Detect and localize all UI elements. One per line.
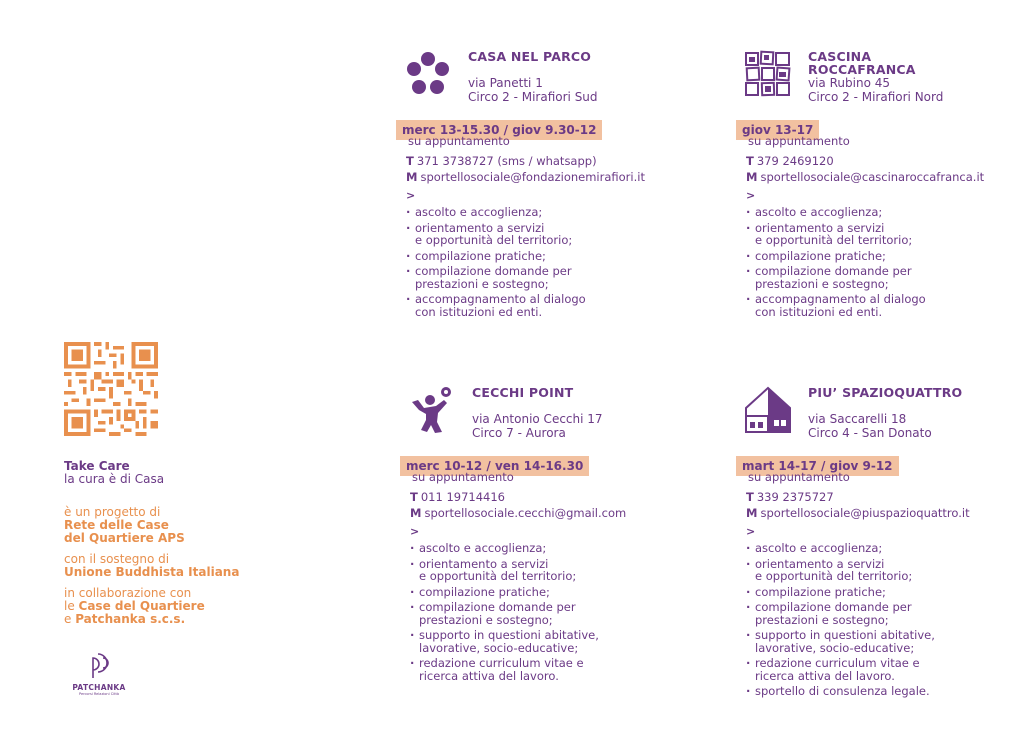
service-line: lavorative, socio-educative; bbox=[419, 640, 579, 655]
card-title-line: CECCHI POINT bbox=[472, 385, 574, 400]
service-line: · accompagnamento al dialogo bbox=[415, 292, 586, 306]
services-list bbox=[746, 542, 935, 701]
phone-label: T bbox=[406, 154, 414, 168]
card-address: via Saccarelli 18 bbox=[808, 412, 907, 426]
service-line: · compilazione pratiche; bbox=[755, 248, 886, 263]
service-line: prestazioni e sostegno; bbox=[415, 276, 549, 291]
service-line: ricerca attiva del lavoro. bbox=[419, 668, 559, 683]
mail-label: M bbox=[406, 170, 418, 184]
mail-value[interactable]: sportellosociale@fondazionemirafiori.it bbox=[420, 170, 645, 184]
contact-block bbox=[746, 153, 984, 185]
mail-label: M bbox=[746, 506, 758, 520]
service-item bbox=[406, 206, 586, 219]
hours-badge: merc 13-15.30 / giov 9.30-12 bbox=[396, 120, 602, 140]
juggler-icon bbox=[408, 386, 456, 438]
service-line: · ascolto e accoglienza; bbox=[419, 541, 547, 555]
services-list bbox=[410, 542, 599, 685]
phone-label: T bbox=[410, 490, 418, 504]
card-address: via Rubino 45 bbox=[808, 76, 890, 90]
mail-row bbox=[746, 505, 970, 521]
contact-block bbox=[406, 153, 645, 185]
service-item bbox=[746, 586, 935, 599]
mail-row bbox=[410, 505, 626, 521]
phone-row bbox=[746, 489, 970, 505]
project-org-line-1: Rete delle Case bbox=[64, 518, 169, 532]
house-icon bbox=[744, 386, 792, 438]
card-address-block bbox=[468, 76, 598, 104]
services-list bbox=[406, 206, 586, 321]
mail-label: M bbox=[746, 170, 758, 184]
mail-label: M bbox=[410, 506, 422, 520]
flower-icon bbox=[404, 50, 452, 102]
service-item bbox=[406, 265, 586, 290]
service-line: · compilazione domande per bbox=[415, 264, 572, 278]
collab-line-2 bbox=[64, 613, 284, 626]
patchanka-logo bbox=[64, 648, 134, 696]
service-line: · accompagnamento al dialogo bbox=[755, 292, 926, 306]
take-care-title: Take Care bbox=[64, 459, 130, 473]
collab-prefix-2: e bbox=[64, 612, 76, 626]
card-address: via Panetti 1 bbox=[468, 76, 543, 90]
card-casa-nel-parco bbox=[396, 40, 696, 340]
service-item bbox=[746, 206, 926, 219]
service-item bbox=[746, 601, 935, 626]
mail-value[interactable]: sportellosociale@cascinaroccafranca.it bbox=[760, 170, 985, 184]
service-item bbox=[410, 542, 599, 555]
appointment-note: su appuntamento bbox=[412, 470, 514, 484]
card-district: Circo 7 - Aurora bbox=[472, 426, 566, 440]
service-line: lavorative, socio-educative; bbox=[755, 640, 915, 655]
service-line: · orientamento a servizi bbox=[755, 556, 885, 571]
service-line: · compilazione pratiche; bbox=[755, 584, 886, 599]
service-line: e opportunità del territorio; bbox=[755, 233, 913, 247]
service-line: · compilazione pratiche; bbox=[419, 584, 550, 599]
service-line: · orientamento a servizi bbox=[419, 556, 549, 571]
card-piu-spazioquattro bbox=[736, 376, 1016, 716]
service-item bbox=[746, 629, 935, 654]
service-item bbox=[406, 250, 586, 263]
service-item bbox=[746, 558, 935, 583]
service-line: ricerca attiva del lavoro. bbox=[755, 668, 895, 683]
service-line: · compilazione pratiche; bbox=[415, 248, 546, 263]
phone-value[interactable]: 011 19714416 bbox=[420, 490, 505, 504]
services-arrow: > bbox=[410, 525, 420, 538]
card-district: Circo 4 - San Donato bbox=[808, 426, 932, 440]
card-title-line: CASCINA bbox=[808, 49, 872, 64]
service-line: · ascolto e accoglienza; bbox=[755, 541, 883, 555]
service-line: · ascolto e accoglienza; bbox=[755, 205, 883, 219]
card-district: Circo 2 - Mirafiori Sud bbox=[468, 90, 598, 104]
service-item bbox=[410, 586, 599, 599]
card-district: Circo 2 - Mirafiori Nord bbox=[808, 90, 944, 104]
service-item bbox=[746, 657, 935, 682]
card-title bbox=[808, 386, 962, 399]
service-line: · compilazione domande per bbox=[419, 600, 576, 614]
card-address-block bbox=[472, 412, 603, 440]
service-line: prestazioni e sostegno; bbox=[755, 276, 889, 291]
collab-org-2: Patchanka s.c.s. bbox=[75, 612, 186, 626]
service-line: · compilazione domande per bbox=[755, 600, 912, 614]
service-item bbox=[410, 558, 599, 583]
card-cascina-roccafranca bbox=[736, 40, 1016, 340]
support-intro: con il sostegno di bbox=[64, 552, 170, 566]
card-title-line: PIU’ SPAZIOQUATTRO bbox=[808, 385, 963, 400]
hours-badge: merc 10-12 / ven 14-16.30 bbox=[400, 456, 589, 476]
appointment-note: su appuntamento bbox=[748, 470, 850, 484]
hours-badge: giov 13-17 bbox=[736, 120, 819, 140]
contact-block bbox=[410, 489, 626, 521]
phone-value[interactable]: 371 3738727 (sms / whatsapp) bbox=[416, 154, 597, 168]
phone-value[interactable]: 379 2469120 bbox=[756, 154, 834, 168]
service-line: e opportunità del territorio; bbox=[755, 569, 913, 583]
service-line: con istituzioni ed enti. bbox=[415, 304, 543, 319]
service-item bbox=[746, 222, 926, 247]
phone-row bbox=[410, 489, 626, 505]
services-list bbox=[746, 206, 926, 321]
services-arrow: > bbox=[746, 189, 756, 202]
collab-org-1: Case del Quartiere bbox=[78, 599, 205, 613]
qr-code-icon[interactable] bbox=[64, 342, 158, 436]
card-title bbox=[808, 50, 916, 76]
service-line: e opportunità del territorio; bbox=[415, 233, 573, 247]
card-address-block bbox=[808, 76, 943, 104]
service-item bbox=[746, 250, 926, 263]
collab-prefix-1: le bbox=[64, 599, 79, 613]
phone-row bbox=[746, 153, 984, 169]
service-line: · sportello di consulenza legale. bbox=[755, 684, 930, 698]
service-item bbox=[746, 542, 935, 555]
card-address-block bbox=[808, 412, 932, 440]
service-item bbox=[746, 293, 926, 318]
service-line: · supporto in questioni abitative, bbox=[419, 628, 599, 642]
mail-row bbox=[406, 169, 645, 185]
card-title bbox=[472, 386, 573, 399]
phone-label: T bbox=[746, 490, 754, 504]
service-line: · ascolto e accoglienza; bbox=[415, 205, 543, 219]
services-arrow: > bbox=[746, 525, 756, 538]
service-item bbox=[406, 222, 586, 247]
service-item bbox=[410, 601, 599, 626]
card-title bbox=[468, 50, 591, 63]
tagline: la cura è di Casa bbox=[64, 472, 165, 486]
hours-badge: mart 14-17 / giov 9-12 bbox=[736, 456, 899, 476]
service-item bbox=[406, 293, 586, 318]
service-line: · orientamento a servizi bbox=[755, 220, 885, 235]
service-line: · redazione curriculum vitae e bbox=[419, 656, 584, 670]
service-line: · supporto in questioni abitative, bbox=[755, 628, 935, 642]
phone-label: T bbox=[746, 154, 754, 168]
service-item bbox=[410, 657, 599, 682]
phone-value[interactable]: 339 2375727 bbox=[756, 490, 834, 504]
card-address: via Antonio Cecchi 17 bbox=[472, 412, 603, 426]
patchanka-logo-icon bbox=[82, 648, 116, 682]
project-intro: è un progetto di bbox=[64, 505, 161, 519]
mail-value[interactable]: sportellosociale.cecchi@gmail.com bbox=[424, 506, 627, 520]
service-line: · compilazione domande per bbox=[755, 264, 912, 278]
services-arrow: > bbox=[406, 189, 416, 202]
appointment-note: su appuntamento bbox=[748, 134, 850, 148]
contact-block bbox=[746, 489, 970, 521]
service-item bbox=[410, 629, 599, 654]
card-cecchi-point bbox=[400, 376, 700, 716]
card-title-line: CASA NEL PARCO bbox=[468, 49, 592, 64]
mail-value[interactable]: sportellosociale@piuspazioquattro.it bbox=[760, 506, 970, 520]
support-org: Unione Buddhista Italiana bbox=[64, 565, 240, 579]
service-item bbox=[746, 685, 935, 698]
service-line: · orientamento a servizi bbox=[415, 220, 545, 235]
phone-row bbox=[406, 153, 645, 169]
patchanka-name: PATCHANKA bbox=[72, 683, 126, 692]
service-line: e opportunità del territorio; bbox=[419, 569, 577, 583]
service-line: · redazione curriculum vitae e bbox=[755, 656, 920, 670]
window-grid-icon bbox=[744, 50, 792, 102]
project-org-line-2: del Quartiere APS bbox=[64, 531, 185, 545]
patchanka-sub: Percorsi Relazioni Città bbox=[78, 692, 120, 696]
service-line: prestazioni e sostegno; bbox=[419, 612, 553, 627]
card-title-line: ROCCAFRANCA bbox=[808, 62, 916, 77]
collab-intro: in collaborazione con bbox=[64, 586, 192, 600]
mail-row bbox=[746, 169, 984, 185]
appointment-note: su appuntamento bbox=[408, 134, 510, 148]
service-line: prestazioni e sostegno; bbox=[755, 612, 889, 627]
sidebar bbox=[64, 342, 284, 696]
service-line: con istituzioni ed enti. bbox=[755, 304, 883, 319]
service-item bbox=[746, 265, 926, 290]
